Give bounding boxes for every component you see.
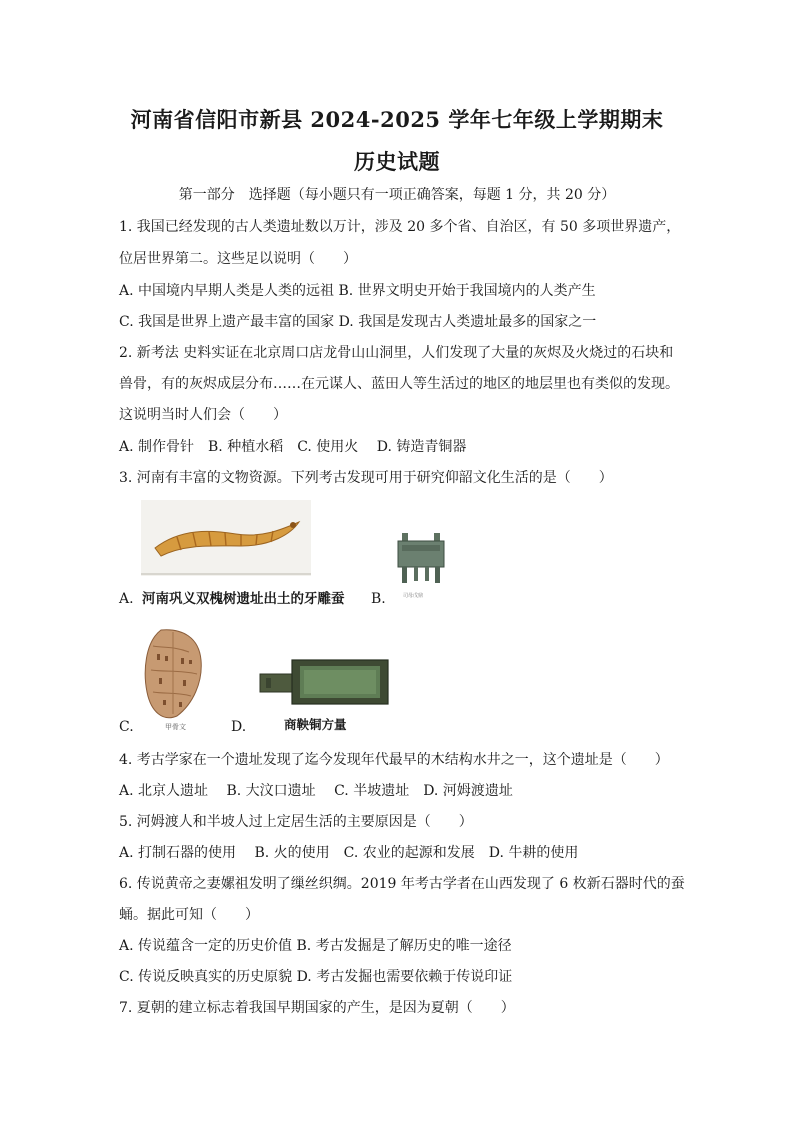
- question-1-stem-line-1: 1. 我国已经发现的古人类遗址数以万计，涉及 20 多个省、自治区，有 50 多项世界遗产，: [119, 219, 681, 235]
- option-c-letter: C.: [119, 719, 134, 735]
- question-2-options: A. 制作骨针 B. 种植水稻 C. 使用火 D. 铸造青铜器: [119, 439, 467, 455]
- exam-title: 河南省信阳市新县 2024-2025 学年七年级上学期期末: [130, 107, 664, 132]
- question-1-options-line-2: C. 我国是世界上遗产最丰富的国家 D. 我国是发现古人类遗址最多的国家之一: [119, 314, 597, 330]
- bronze-ding-image: [392, 531, 450, 593]
- question-5-options: A. 打制石器的使用 B. 火的使用 C. 农业的起源和发展 D. 牛耕的使用: [119, 845, 579, 861]
- question-2-stem-line-3: 这说明当时人们会（ ）: [119, 407, 287, 423]
- question-1-options-line-1: A. 中国境内早期人类是人类的远祖 B. 世界文明史开始于我国境内的人类产生: [119, 283, 596, 299]
- option-c-caption: 甲骨文: [165, 723, 186, 731]
- question-6-options-line-2: C. 传说反映真实的历史原貌 D. 考古发掘也需要依赖于传说印证: [119, 969, 513, 985]
- question-4-stem: 4. 考古学家在一个遗址发现了迄今发现年代最早的木结构水井之一，这个遗址是（ ）: [119, 752, 669, 768]
- option-d-letter: D.: [231, 719, 247, 735]
- question-2-stem-line-2: 兽骨，有的灰烬成层分布……在元谋人、蓝田人等生活过的地区的地层里也有类似的发现。: [119, 376, 679, 392]
- question-7-stem: 7. 夏朝的建立标志着我国早期国家的产生，是因为夏朝（ ）: [119, 1000, 515, 1016]
- ivory-silkworm-image: [141, 500, 311, 576]
- question-1-stem-line-2: 位居世界第二。这些足以说明（ ）: [119, 251, 357, 267]
- option-d-caption: 商鞅铜方量: [284, 717, 347, 732]
- bronze-measure-image: [258, 656, 392, 708]
- option-b-caption: 司母戊鼎: [403, 593, 424, 599]
- question-4-options: A. 北京人遗址 B. 大汶口遗址 C. 半坡遗址 D. 河姆渡遗址: [119, 783, 513, 799]
- exam-subject-title: 历史试题: [354, 149, 440, 174]
- question-6-stem-line-2: 蛹。据此可知（ ）: [119, 907, 259, 923]
- option-a-letter: A.: [119, 591, 134, 607]
- question-5-stem: 5. 河姆渡人和半坡人过上定居生活的主要原因是（ ）: [119, 814, 473, 830]
- option-b-letter: B.: [371, 591, 386, 607]
- section-heading: 第一部分 选择题（每小题只有一项正确答案，每题 1 分，共 20 分）: [178, 187, 616, 203]
- question-6-stem-line-1: 6. 传说黄帝之妻嫘祖发明了缫丝织绸。2019 年考古学者在山西发现了 6 枚新石器时代的蚕: [119, 876, 685, 892]
- option-a-caption: 河南巩义双槐树遗址出土的牙雕蚕: [142, 591, 345, 607]
- question-2-stem-line-1: 2. 新考法 史料实证在北京周口店龙骨山山洞里，人们发现了大量的灰烬及火烧过的石块和: [119, 345, 674, 361]
- question-3-stem: 3. 河南有丰富的文物资源。下列考古发现可用于研究仰韶文化生活的是（ ）: [119, 470, 613, 486]
- question-6-options-line-1: A. 传说蕴含一定的历史价值 B. 考古发掘是了解历史的唯一途径: [119, 938, 512, 954]
- oracle-bone-image: [143, 626, 205, 722]
